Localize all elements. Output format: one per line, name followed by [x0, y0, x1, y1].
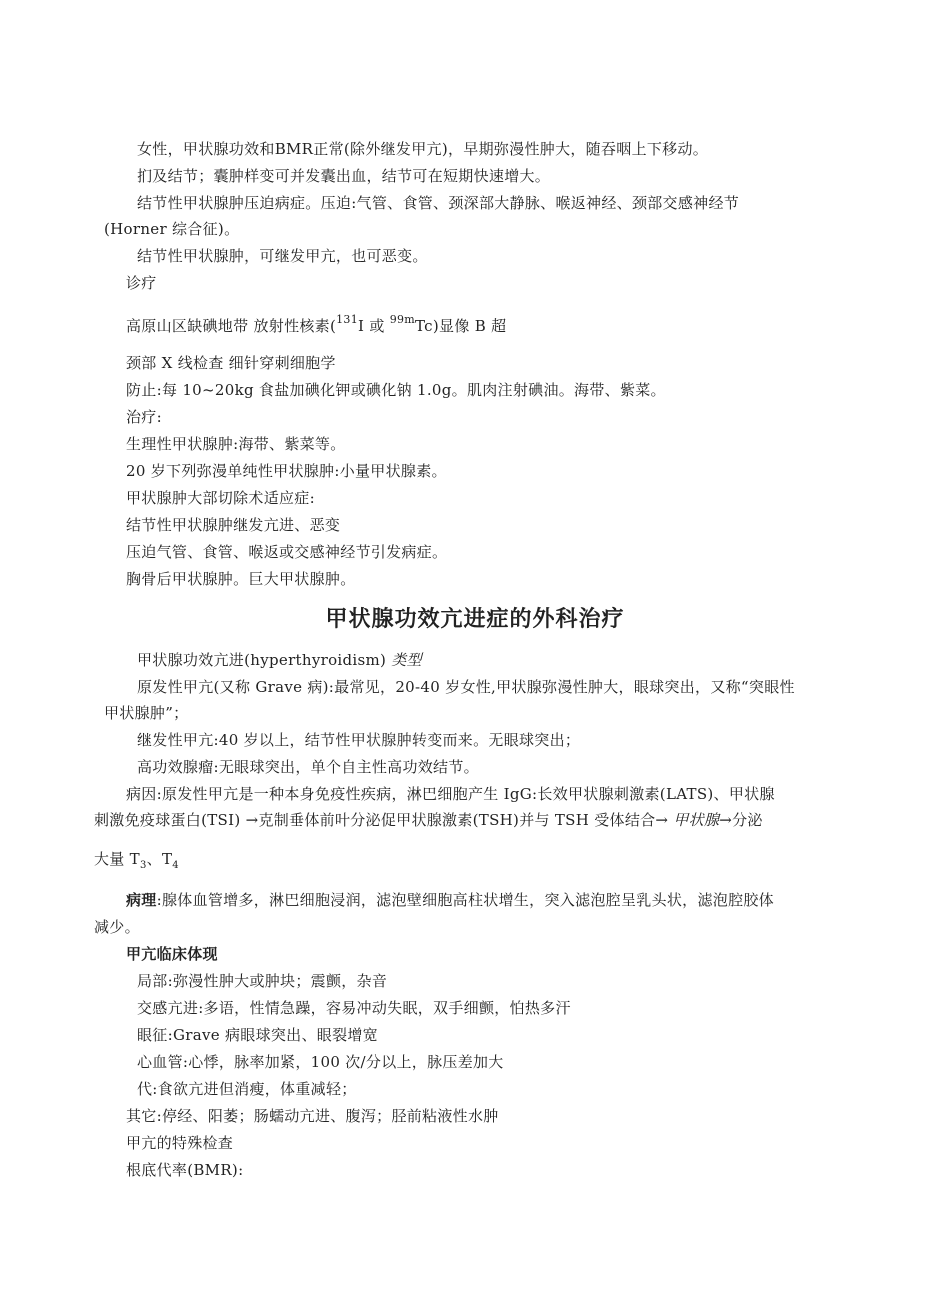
- bold-label: 病理: [126, 891, 157, 909]
- text-line: 其它:停经、阳萎；肠蠕动亢进、腹泻；胫前粘液性水肿: [126, 1107, 499, 1125]
- section-label: 诊疗: [126, 274, 157, 292]
- text-line: 20 岁下列弥漫单纯性甲状腺肿:小量甲状腺素。: [126, 462, 447, 480]
- text-fragment: :腺体血管增多，淋巴细胞浸润，滤泡壁细胞高柱状增生，突入滤泡腔呈乳头状，滤泡腔胶体: [156, 891, 774, 909]
- text-line: 原发性甲亢(又称 Grave 病):最常见，20-40 岁女性,甲状腺弥漫性肿大，眼球突出，又称“突眼性: [137, 678, 795, 696]
- text-line: 生理性甲状腺肿:海带、紫菜等。: [126, 435, 346, 453]
- text-line: 甲状腺肿大部切除术适应症:: [126, 489, 315, 507]
- text-line: [126, 890, 774, 910]
- text-line: 压迫气管、食管、喉返或交感神经节引发病症。: [126, 543, 448, 561]
- text-fragment: 刺激免疫球蛋白(TSI) →克制垂体前叶分泌促甲状腺激素(TSH)并与 TSH 受体结合→: [94, 811, 674, 829]
- text-line: 治疗:: [126, 408, 162, 426]
- subheading: 甲亢临床体现: [126, 945, 218, 963]
- text-line: 结节性甲状腺肿压迫病症。压迫:气管、食管、颈深部大静脉、喉返神经、颈部交感神经节: [137, 194, 740, 212]
- text-fragment: I 或: [358, 317, 390, 335]
- text-line: [137, 650, 422, 670]
- section-title: 甲状腺功效亢进症的外科治疗: [325, 606, 625, 632]
- text-line: [94, 810, 763, 830]
- text-fragment: 高原山区缺碘地带 放射性核素(: [126, 317, 337, 335]
- text-line: 甲亢的特殊检查: [126, 1134, 234, 1152]
- text-line: [94, 849, 179, 869]
- text-fragment: Tc)显像 B 超: [415, 317, 507, 335]
- text-line: 眼征:Grave 病眼球突出、眼裂增宽: [137, 1026, 378, 1044]
- text-line: 女性，甲状腺功效和BMR正常(除外继发甲亢)，早期弥漫性肿大，随吞咽上下移动。: [137, 140, 709, 158]
- text-line: 高功效腺瘤:无眼球突出，单个自主性高功效结节。: [137, 758, 479, 776]
- text-line: (Horner 综合征)。: [104, 220, 240, 238]
- text-line: 结节性甲状腺肿继发亢进、恶变: [126, 516, 341, 534]
- text-fragment: 大量 T: [94, 850, 140, 868]
- text-line: 代:食欲亢进但消瘦，体重减轻；: [137, 1080, 357, 1098]
- text-line: 扪及结节；囊肿样变可并发囊出血，结节可在短期快速增大。: [137, 167, 551, 185]
- text-line: 甲状腺肿”；: [104, 704, 189, 722]
- text-line: 局部:弥漫性肿大或肿块；震颤，杂音: [137, 972, 388, 990]
- superscript: 99m: [389, 313, 416, 326]
- text-fragment: 甲状腺功效亢进(hyperthyroidism): [137, 651, 392, 669]
- superscript: 131: [336, 313, 359, 326]
- text-line: 减少。: [94, 918, 140, 936]
- italic-text: 甲状腺: [673, 811, 720, 829]
- text-line: 继发性甲亢:40 岁以上，结节性甲状腺肿转变而来。无眼球突出；: [137, 731, 581, 749]
- text-line: [126, 313, 507, 336]
- subscript: 3: [139, 860, 147, 871]
- text-fragment: 、T: [146, 850, 173, 868]
- subscript: 4: [172, 860, 179, 871]
- text-line: 病因:原发性甲亢是一种本身免疫性疾病，淋巴细胞产生 IgG:长效甲状腺刺激素(LATS)、甲状腺: [126, 785, 775, 803]
- text-line: 交感亢进:多语，性情急躁，容易冲动失眠，双手细颤，怕热多汗: [137, 999, 571, 1017]
- text-line: 胸骨后甲状腺肿。巨大甲状腺肿。: [126, 570, 356, 588]
- text-line: 颈部 X 线检查 细针穿刺细胞学: [126, 354, 336, 372]
- text-line: 心血管:心悸，脉率加紧，100 次/分以上，脉压差加大: [137, 1053, 504, 1071]
- text-fragment: →分泌: [719, 811, 763, 829]
- text-line: 根底代率(BMR):: [126, 1161, 244, 1179]
- text-line: 防止:每 10~20kg 食盐加碘化钾或碘化钠 1.0g。肌肉注射碘油。海带、紫菜。: [126, 381, 666, 399]
- italic-text: 类型: [391, 651, 422, 669]
- text-line: 结节性甲状腺肿，可继发甲亢，也可恶变。: [137, 247, 428, 265]
